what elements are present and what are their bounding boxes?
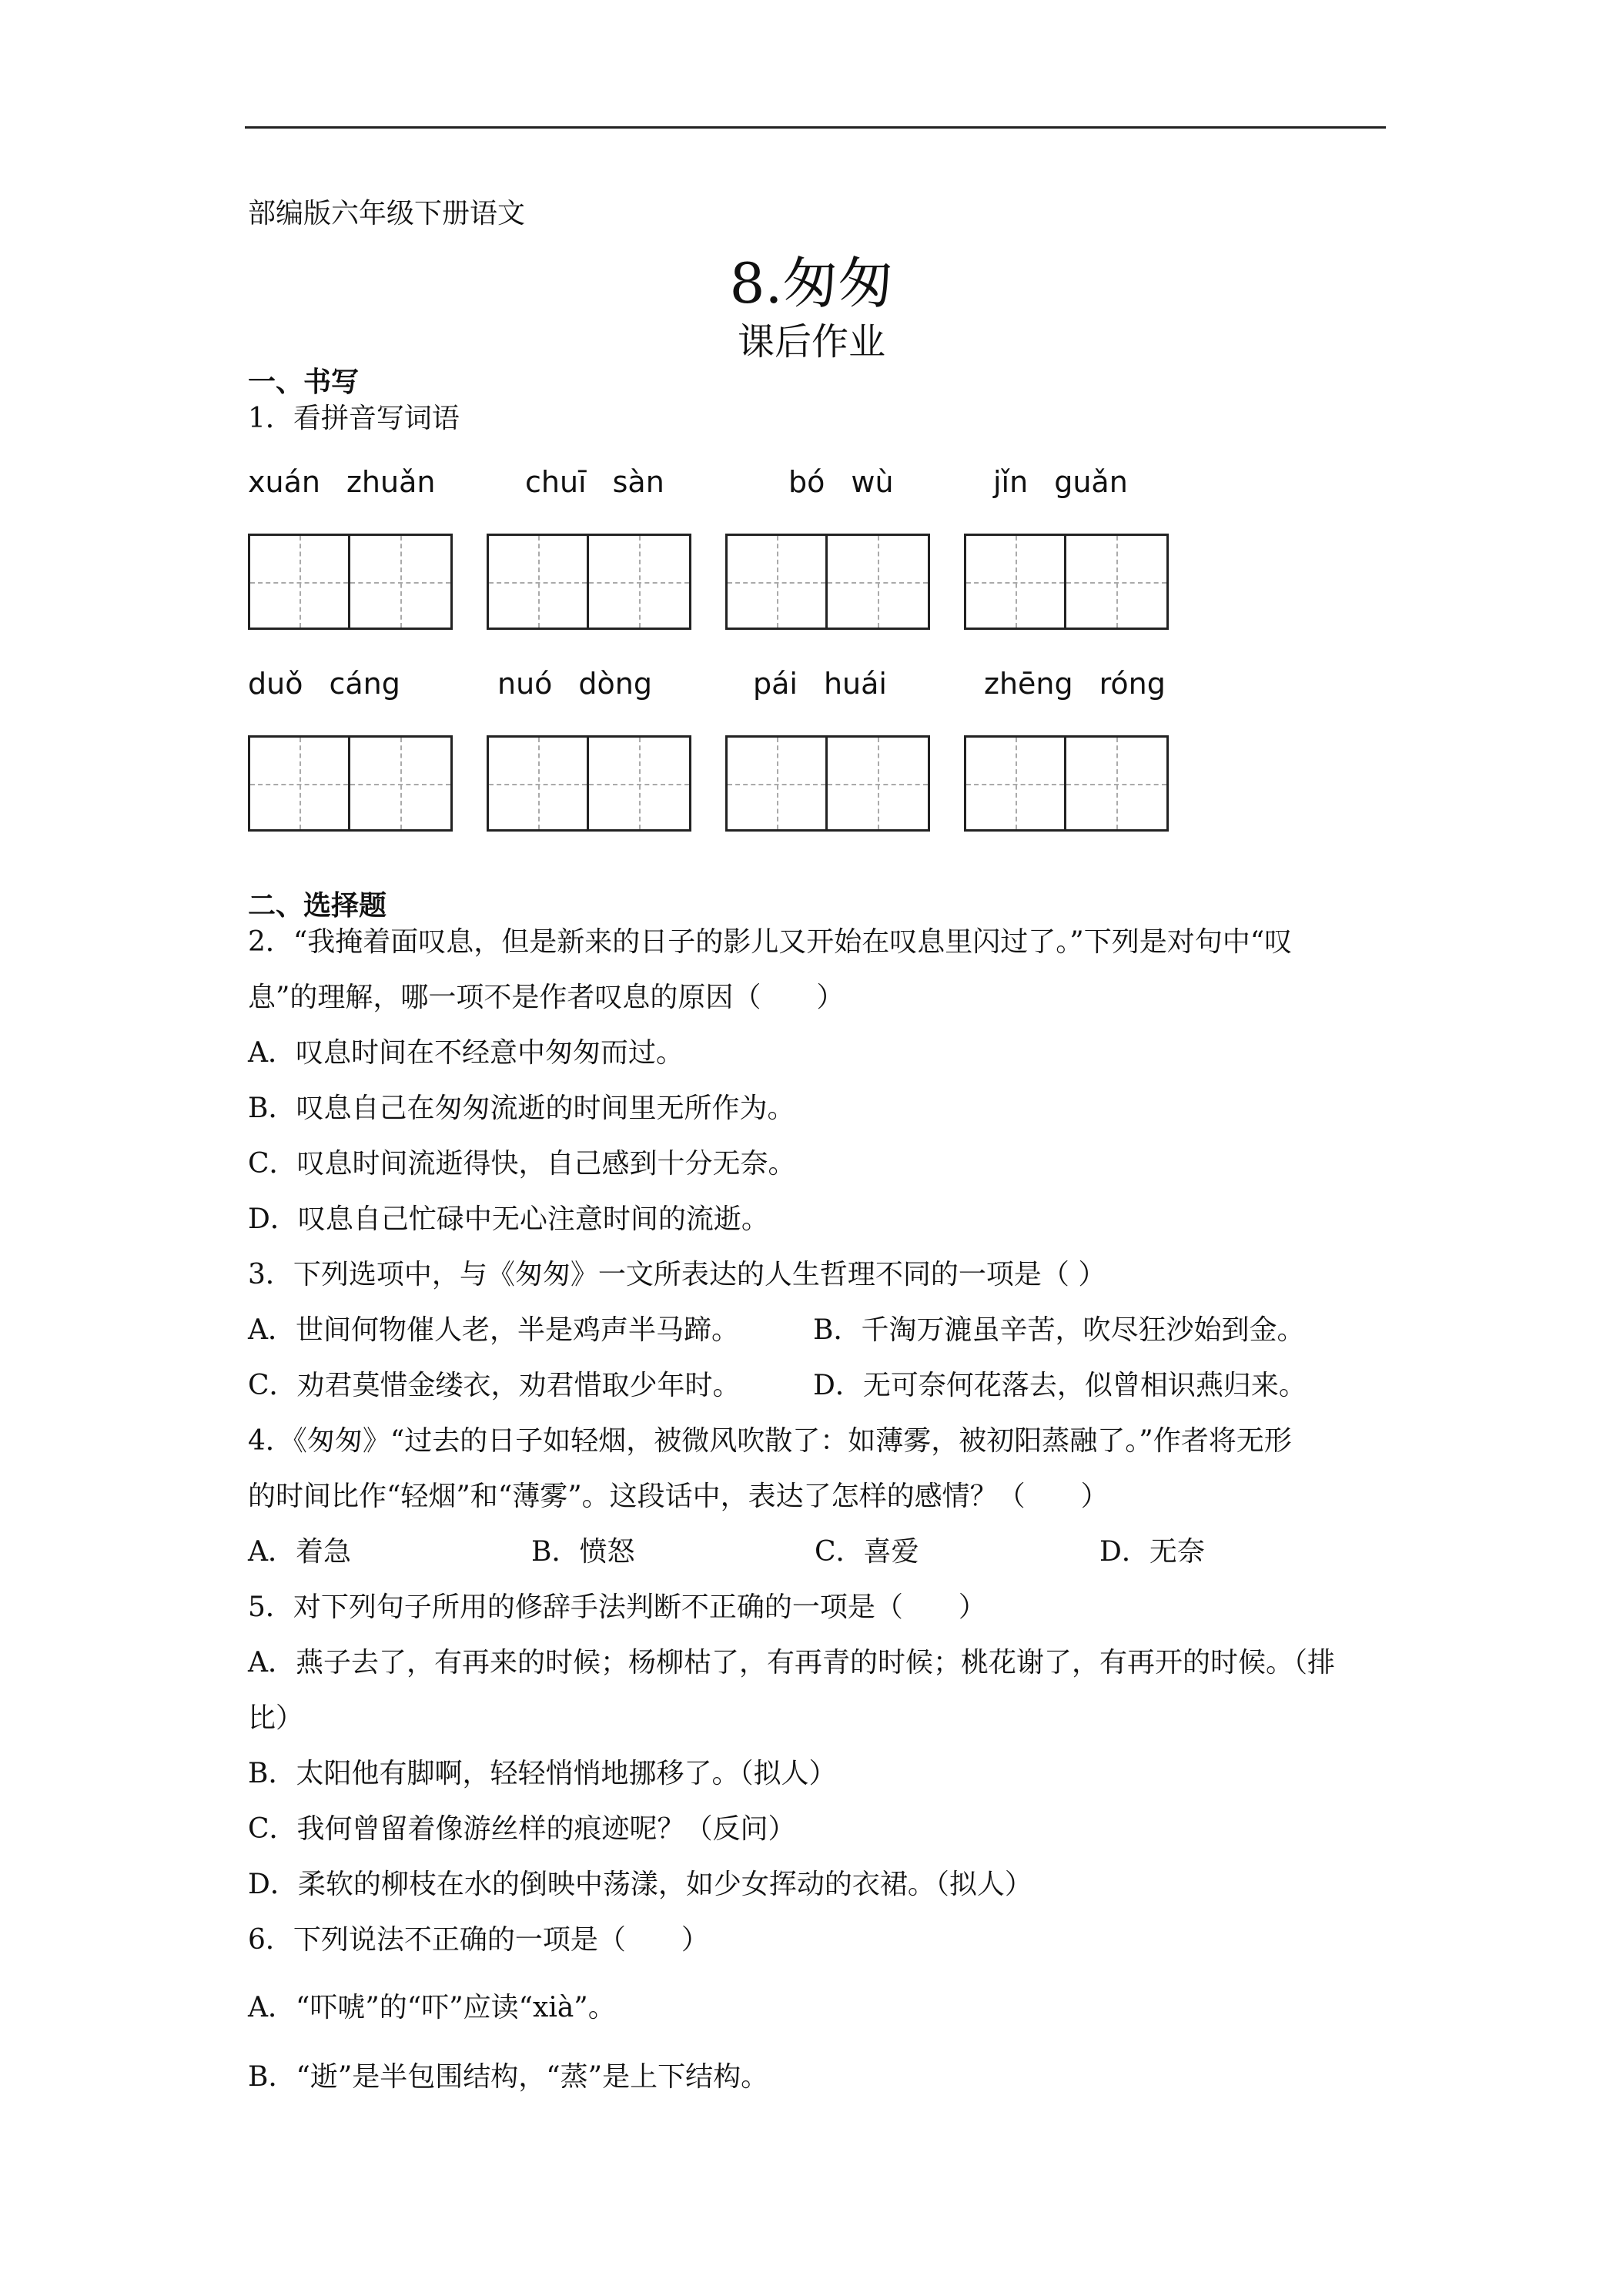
q2-stem-line1: 2．“我掩着面叹息，但是新来的日子的影儿又开始在叹息里闪过了。”下列是对句中“叹 — [248, 926, 1293, 958]
pinyin-syllable: dòng — [578, 667, 652, 701]
section1-heading: 一、书写 — [248, 366, 360, 398]
writing-box-pair[interactable] — [248, 534, 453, 630]
q4-option-b: B．愤怒 — [531, 1536, 635, 1568]
pinyin-syllable: guǎn — [1054, 465, 1128, 499]
writing-box[interactable] — [964, 534, 1066, 630]
q5-stem: 5．对下列句子所用的修辞手法判断不正确的一项是（ ） — [248, 1591, 986, 1623]
writing-box[interactable] — [725, 735, 828, 832]
q6-option-a: A．“吓唬”的“吓”应读“xià”。 — [248, 1992, 616, 2023]
pinyin-syllable: róng — [1099, 667, 1166, 701]
pinyin-5 — [248, 667, 400, 701]
writing-box[interactable] — [487, 735, 589, 832]
pinyin-syllable: xuán — [248, 465, 320, 499]
q5-option-a-line2: 比） — [248, 1702, 304, 1734]
q4-option-a: A．着急 — [248, 1536, 351, 1568]
writing-box[interactable] — [828, 735, 930, 832]
writing-box[interactable] — [248, 735, 350, 832]
writing-box[interactable] — [964, 735, 1066, 832]
q2-option-c: C．叹息时间流逝得快，自己感到十分无奈。 — [248, 1148, 796, 1180]
page-title: 8.匆匆 — [729, 251, 894, 316]
writing-box-pair[interactable] — [487, 735, 691, 832]
pinyin-7 — [753, 667, 887, 701]
q5-option-a-line1: A．燕子去了，有再来的时候；杨柳枯了，有再青的时候；桃花谢了，有再开的时候。（排 — [248, 1647, 1335, 1678]
writing-box[interactable] — [1066, 534, 1169, 630]
pinyin-syllable: bó — [788, 465, 825, 499]
q2-stem-line2: 息”的理解，哪一项不是作者叹息的原因（ ） — [248, 982, 845, 1013]
pinyin-syllable: chuī — [525, 465, 587, 499]
writing-box-pair[interactable] — [725, 534, 930, 630]
q4-option-d: D．无奈 — [1099, 1536, 1205, 1568]
question-1: 1．看拼音写词语 — [248, 403, 460, 434]
q4-option-c: C．喜爱 — [815, 1536, 919, 1568]
page-subtitle: 课后作业 — [737, 320, 885, 363]
pinyin-syllable: huái — [823, 667, 887, 701]
writing-box[interactable] — [589, 534, 691, 630]
pinyin-2 — [525, 465, 664, 499]
q5-option-b: B．太阳他有脚啊，轻轻悄悄地挪移了。（拟人） — [248, 1758, 837, 1789]
writing-box[interactable] — [487, 534, 589, 630]
pinyin-syllable: zhuǎn — [346, 465, 436, 499]
q3-option-d: D．无可奈何花落去，似曾相识燕归来。 — [813, 1370, 1307, 1401]
pinyin-syllable: jǐn — [993, 465, 1029, 499]
q4-stem-line2: 的时间比作“轻烟”和“薄雾”。这段话中，表达了怎样的感情？（ ） — [248, 1481, 1109, 1512]
q3-option-a: A．世间何物催人老，半是鸡声半马蹄。 — [248, 1314, 739, 1346]
pinyin-4 — [993, 465, 1128, 499]
q3-stem: 3．下列选项中，与《匆匆》一文所表达的人生哲理不同的一项是（ ） — [248, 1259, 1106, 1290]
q5-option-c: C．我何曾留着像游丝样的痕迹呢？（反问） — [248, 1813, 796, 1845]
q3-option-b: B．千淘万漉虽辛苦，吹尽狂沙始到金。 — [813, 1314, 1305, 1346]
book-label: 部编版六年级下册语文 — [248, 198, 526, 229]
writing-box[interactable] — [248, 534, 350, 630]
writing-box-pair[interactable] — [964, 735, 1169, 832]
pinyin-syllable: zhēng — [984, 667, 1073, 701]
writing-box[interactable] — [350, 534, 453, 630]
pinyin-1 — [248, 465, 435, 499]
writing-box[interactable] — [1066, 735, 1169, 832]
pinyin-syllable: nuó — [497, 667, 553, 701]
writing-box[interactable] — [350, 735, 453, 832]
writing-box[interactable] — [828, 534, 930, 630]
pinyin-syllable: pái — [753, 667, 798, 701]
pinyin-6 — [497, 667, 652, 701]
q5-option-d: D．柔软的柳枝在水的倒映中荡漾，如少女挥动的衣裙。（拟人） — [248, 1869, 1032, 1900]
pinyin-syllable: duǒ — [248, 667, 303, 701]
q2-option-b: B．叹息自己在匆匆流逝的时间里无所作为。 — [248, 1093, 795, 1124]
q6-stem: 6．下列说法不正确的一项是（ ） — [248, 1924, 709, 1956]
pinyin-syllable: wù — [851, 465, 894, 499]
writing-box-pair[interactable] — [964, 534, 1169, 630]
writing-box[interactable] — [589, 735, 691, 832]
q6-option-b: B．“逝”是半包围结构，“蒸”是上下结构。 — [248, 2061, 769, 2093]
pinyin-3 — [788, 465, 894, 499]
q2-option-a: A．叹息时间在不经意中匆匆而过。 — [248, 1037, 684, 1069]
pinyin-syllable: sàn — [612, 465, 664, 499]
pinyin-syllable: cáng — [329, 667, 400, 701]
writing-box-pair[interactable] — [487, 534, 691, 630]
writing-box-pair[interactable] — [725, 735, 930, 832]
header-rule — [245, 126, 1386, 129]
writing-box-pair[interactable] — [248, 735, 453, 832]
q4-stem-line1: 4．《匆匆》“过去的日子如轻烟，被微风吹散了：如薄雾，被初阳蒸融了。”作者将无形 — [248, 1425, 1292, 1457]
section2-heading: 二、选择题 — [248, 889, 387, 922]
writing-box[interactable] — [725, 534, 828, 630]
q3-option-c: C．劝君莫惜金缕衣，劝君惜取少年时。 — [248, 1370, 741, 1401]
q2-option-d: D．叹息自己忙碌中无心注意时间的流逝。 — [248, 1203, 769, 1235]
pinyin-8 — [984, 667, 1166, 701]
